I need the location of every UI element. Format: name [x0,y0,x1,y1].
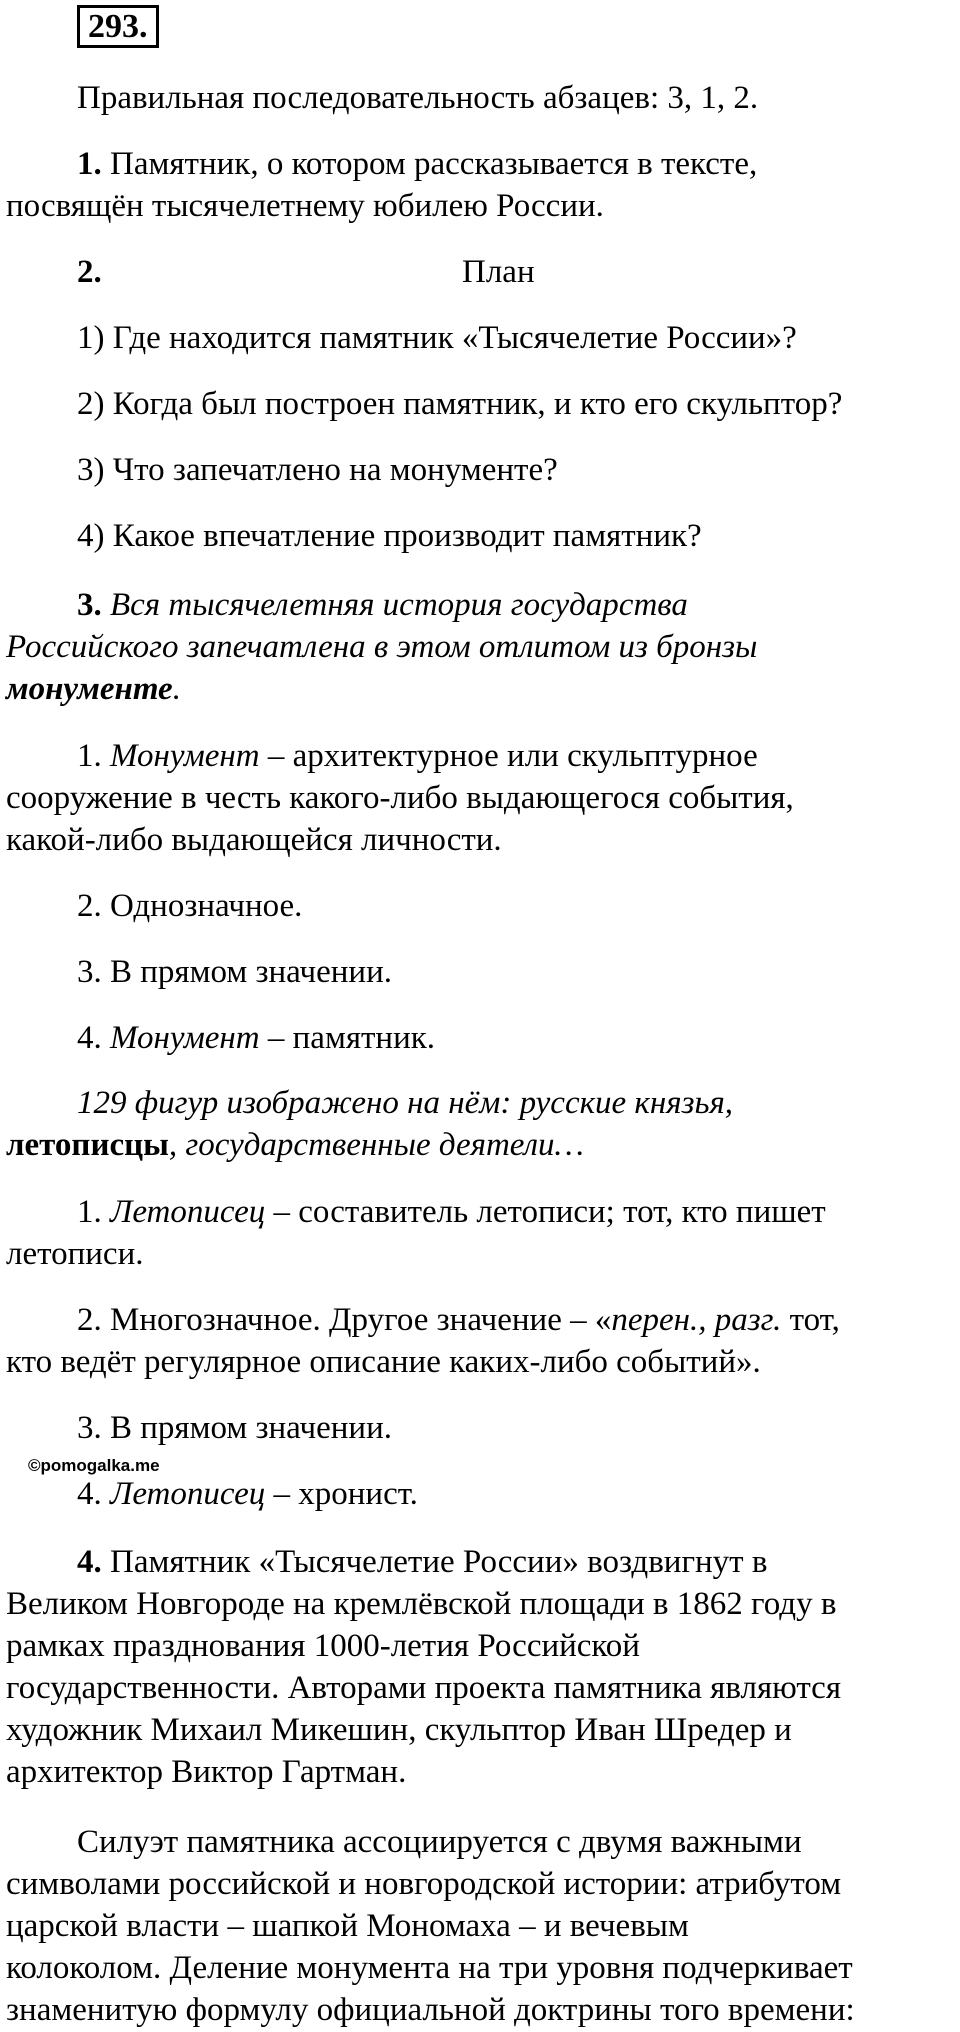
quote-2-line-2: летописцы, государственные деятели… [6,1127,584,1163]
word-1-def-line-3: какой-либо выдающейся личности. [6,822,502,858]
plan-item-2: 2) Когда был построен памятник, и кто его скульптор? [77,386,843,422]
word-1-point-4: 4. Монумент – памятник. [77,1020,436,1056]
answer-4-line-2: Великом Новгороде на кремлёвской площади в 1862 году в [6,1586,837,1622]
plan-title: План [462,254,535,290]
answer-4-line-1: 4. Памятник «Тысячелетие России» воздвигнут в [77,1544,768,1580]
word-2-def-line-1: 1. Летописец – составитель летописи; тот, кто пишет [77,1194,826,1230]
word-1-point-3: 3. В прямом значении. [77,954,392,990]
quote-1-line-3: монументе. [6,671,181,707]
quote-2-line-1: 129 фигур изображено на нём: русские князья, [77,1085,734,1121]
answer-4-line-7: Силуэт памятника ассоциируется с двумя важными [77,1824,802,1860]
word-2-point-3: 3. В прямом значении. [77,1410,392,1446]
plan-item-1: 1) Где находится памятник «Тысячелетие России»? [77,320,797,356]
task-number: 293. [77,5,159,48]
answer-4-line-8: символами российской и новгородской истории: атрибутом [6,1866,842,1902]
answer-4-line-11: знаменитую формулу официальной доктрины того времени: [6,1992,855,2028]
paragraph-order: Правильная последовательность абзацев: 3, 1, 2. [77,80,759,116]
plan-item-3: 3) Что запечатлено на монументе? [77,452,558,488]
word-2-point-4: 4. Летописец – хронист. [77,1476,418,1512]
quote-1-line-2: Российского запечатлена в этом отлитом из бронзы [6,629,758,665]
word-1-def-line-2: сооружение в честь какого-либо выдающегося события, [6,780,794,816]
word-2-point-2-line-2: кто ведёт регулярное описание каких-либо событий». [6,1344,761,1380]
word-2-def-line-2: летописи. [6,1236,144,1272]
answer-4-line-4: государственности. Авторами проекта памятника являются [6,1670,842,1706]
watermark: ©pomogalka.me [28,1456,160,1475]
answer-4-line-6: архитектор Виктор Гартман. [6,1754,407,1790]
answer-1-line-1: 1. Памятник, о котором рассказывается в тексте, [77,146,758,182]
answer-1-line-2: посвящён тысячелетнему юбилею России. [6,188,604,224]
plan-item-4: 4) Какое впечатление производит памятник? [77,518,702,554]
answer-4-line-3: рамках празднования 1000-летия Российской [6,1628,640,1664]
word-1-point-2: 2. Однозначное. [77,888,303,924]
answer-2-number: 2. [77,254,102,290]
answer-4-line-9: царской власти – шапкой Мономаха – и вечевым [6,1908,689,1944]
word-1-def-line-1: 1. Монумент – архитектурное или скульптурное [77,738,758,774]
answer-4-line-10: колоколом. Деление монумента на три уровня подчеркивает [6,1950,853,1986]
quote-1-line-1: 3. Вся тысячелетняя история государства [77,587,688,623]
answer-4-line-5: художник Михаил Микешин, скульптор Иван Шредер и [6,1712,792,1748]
word-2-point-2-line-1: 2. Многозначное. Другое значение – «перен., разг. тот, [77,1302,840,1338]
